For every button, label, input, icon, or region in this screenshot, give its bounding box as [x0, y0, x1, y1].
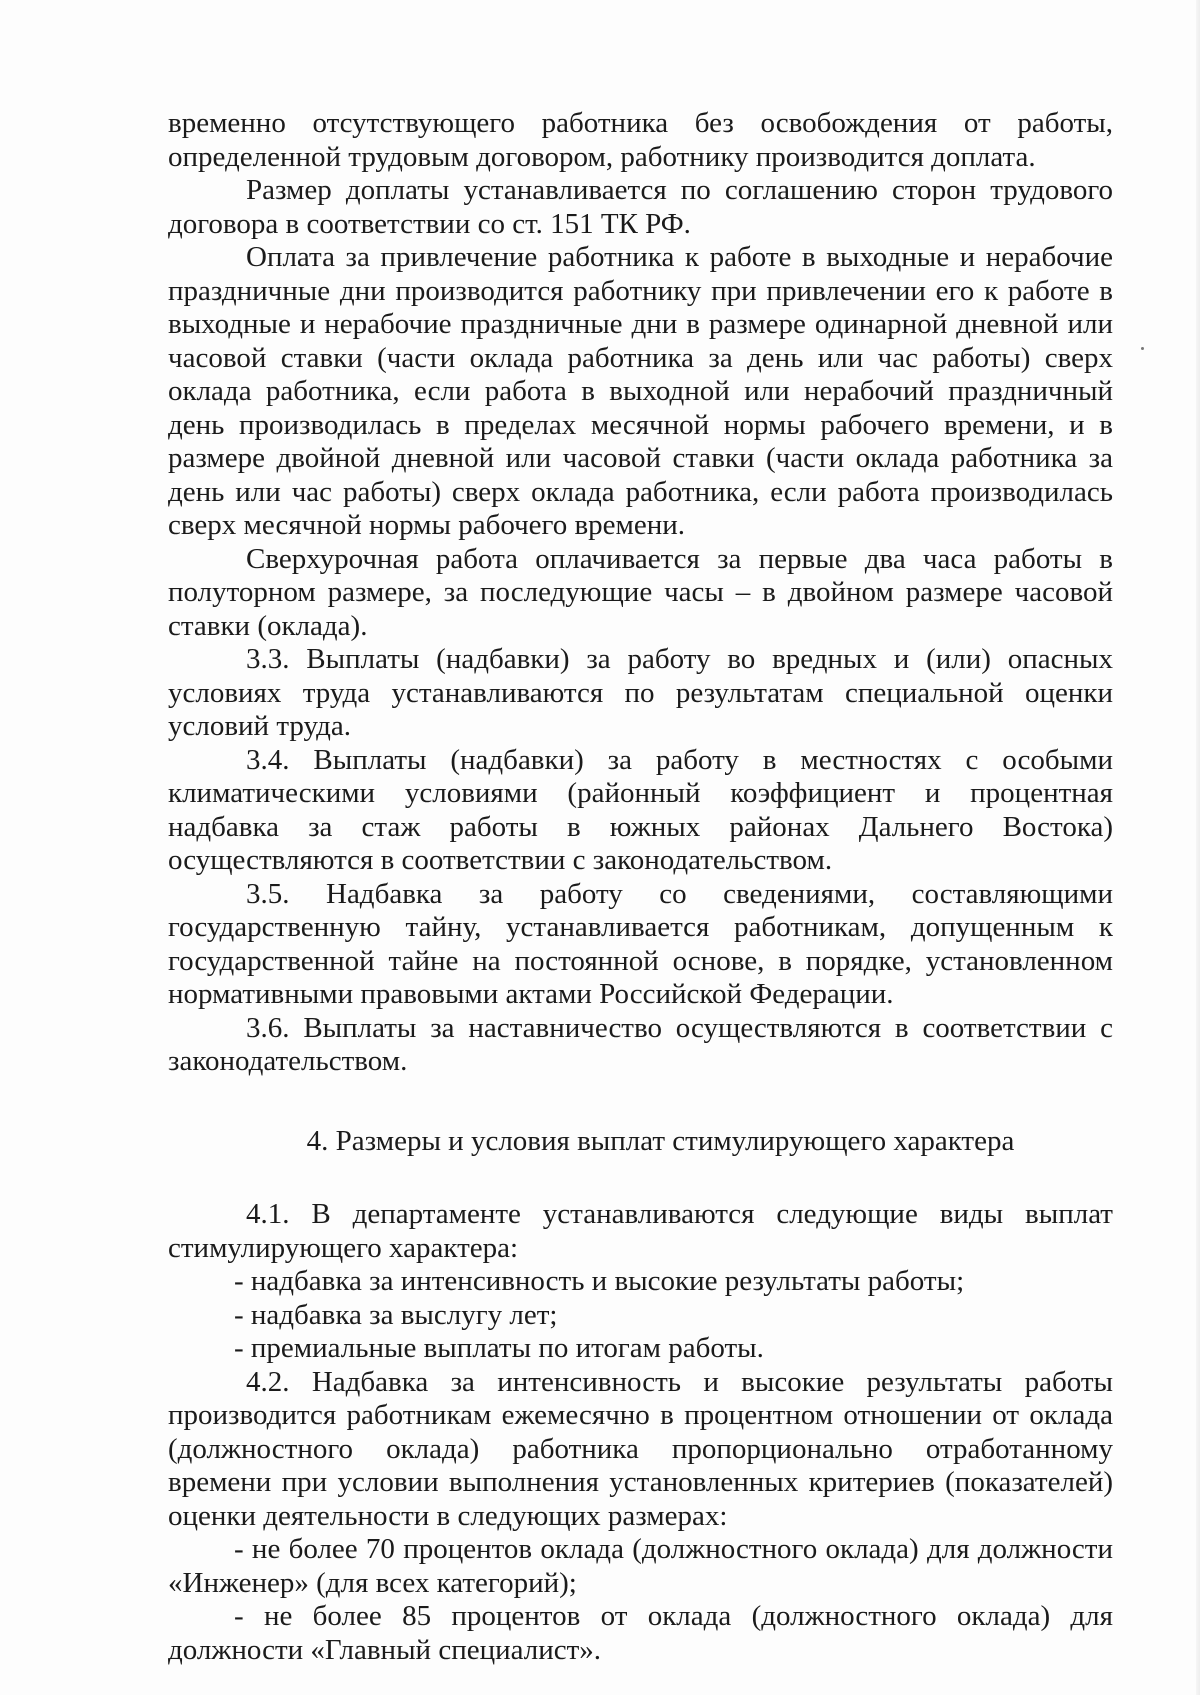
paragraph-continuation: временно отсутствующего работника без освобождения от работы, определенной трудовым договором, работнику производится доплата. — [168, 107, 1113, 173]
scan-edge — [1196, 0, 1200, 1695]
list-item: - премиальные выплаты по итогам работы. — [234, 1332, 764, 1364]
size-item-engineer: - не более 70 процентов оклада (должностного оклада) для должности «Инженер» (для всех категорий); — [168, 1533, 1113, 1599]
paragraph-3-5: 3.5. Надбавка за работу со сведениями, составляющими государственную тайну, устанавливается работникам, допущенным к государственной тайне на постоянной основе, в порядке, установленном нормативными правовыми актами Российской Федерации. — [168, 877, 1113, 1010]
paragraph-3-4: 3.4. Выплаты (надбавки) за работу в местностях с особыми климатическими условиями (районный коэффициент и процентная надбавка за стаж работы в южных районах Дальнего Востока) осуществляются в соответствии с законодательством. — [168, 743, 1113, 876]
paragraph-overtime-pay: Сверхурочная работа оплачивается за первые два часа работы в полуторном размере, за последующие часы – в двойном размере часовой ставки (оклада). — [168, 542, 1113, 642]
document-body — [168, 107, 1113, 1667]
paragraph-3-3: 3.3. Выплаты (надбавки) за работу во вредных и (или) опасных условиях труда устанавливаются по результатам специальной оценки условий труда. — [168, 643, 1113, 742]
size-item-chief-specialist: - не более 85 процентов от оклада (должностного оклада) для должности «Главный специалист». — [168, 1600, 1113, 1666]
paragraph-4-1: 4.1. В департаменте устанавливаются следующие виды выплат стимулирующего характера: — [168, 1198, 1113, 1264]
paragraph-holiday-pay: Оплата за привлечение работника к работе в выходные и нерабочие праздничные дни производится работнику при привлечении его к работе в выходные и нерабочие праздничные дни в размере одинарной дневной или часовой ставки (части оклада работника за день или час работы) сверх оклада работника, если работа в выходной или нерабочий праздничный день производилась в пределах месячной нормы рабочего времени, и в размере двойной дневной или часовой ставки (части оклада работника за день или час работы) сверх оклада работника, если работа производилась сверх месячной нормы рабочего времени. — [168, 241, 1113, 541]
scan-speck — [1141, 347, 1144, 350]
paragraph-surcharge-size: Размер доплаты устанавливается по соглашению сторон трудового договора в соответствии со ст. 151 ТК РФ. — [168, 174, 1113, 240]
paragraph-4-2: 4.2. Надбавка за интенсивность и высокие результаты работы производится работникам ежемесячно в процентном отношении от оклада (должностного оклада) работника пропорционально отработанному времени при условии выполнения установленных критериев (показателей) оценки деятельности в следующих размерах: — [168, 1365, 1113, 1532]
list-item: - надбавка за выслугу лет; — [234, 1298, 558, 1331]
paragraph-3-6: 3.6. Выплаты за наставничество осуществляются в соответствии с законодательством. — [168, 1011, 1113, 1077]
section-4-heading: 4. Размеры и условия выплат стимулирующего характера — [306, 1124, 1015, 1157]
list-item: - надбавка за интенсивность и высокие результаты работы; — [234, 1265, 965, 1297]
